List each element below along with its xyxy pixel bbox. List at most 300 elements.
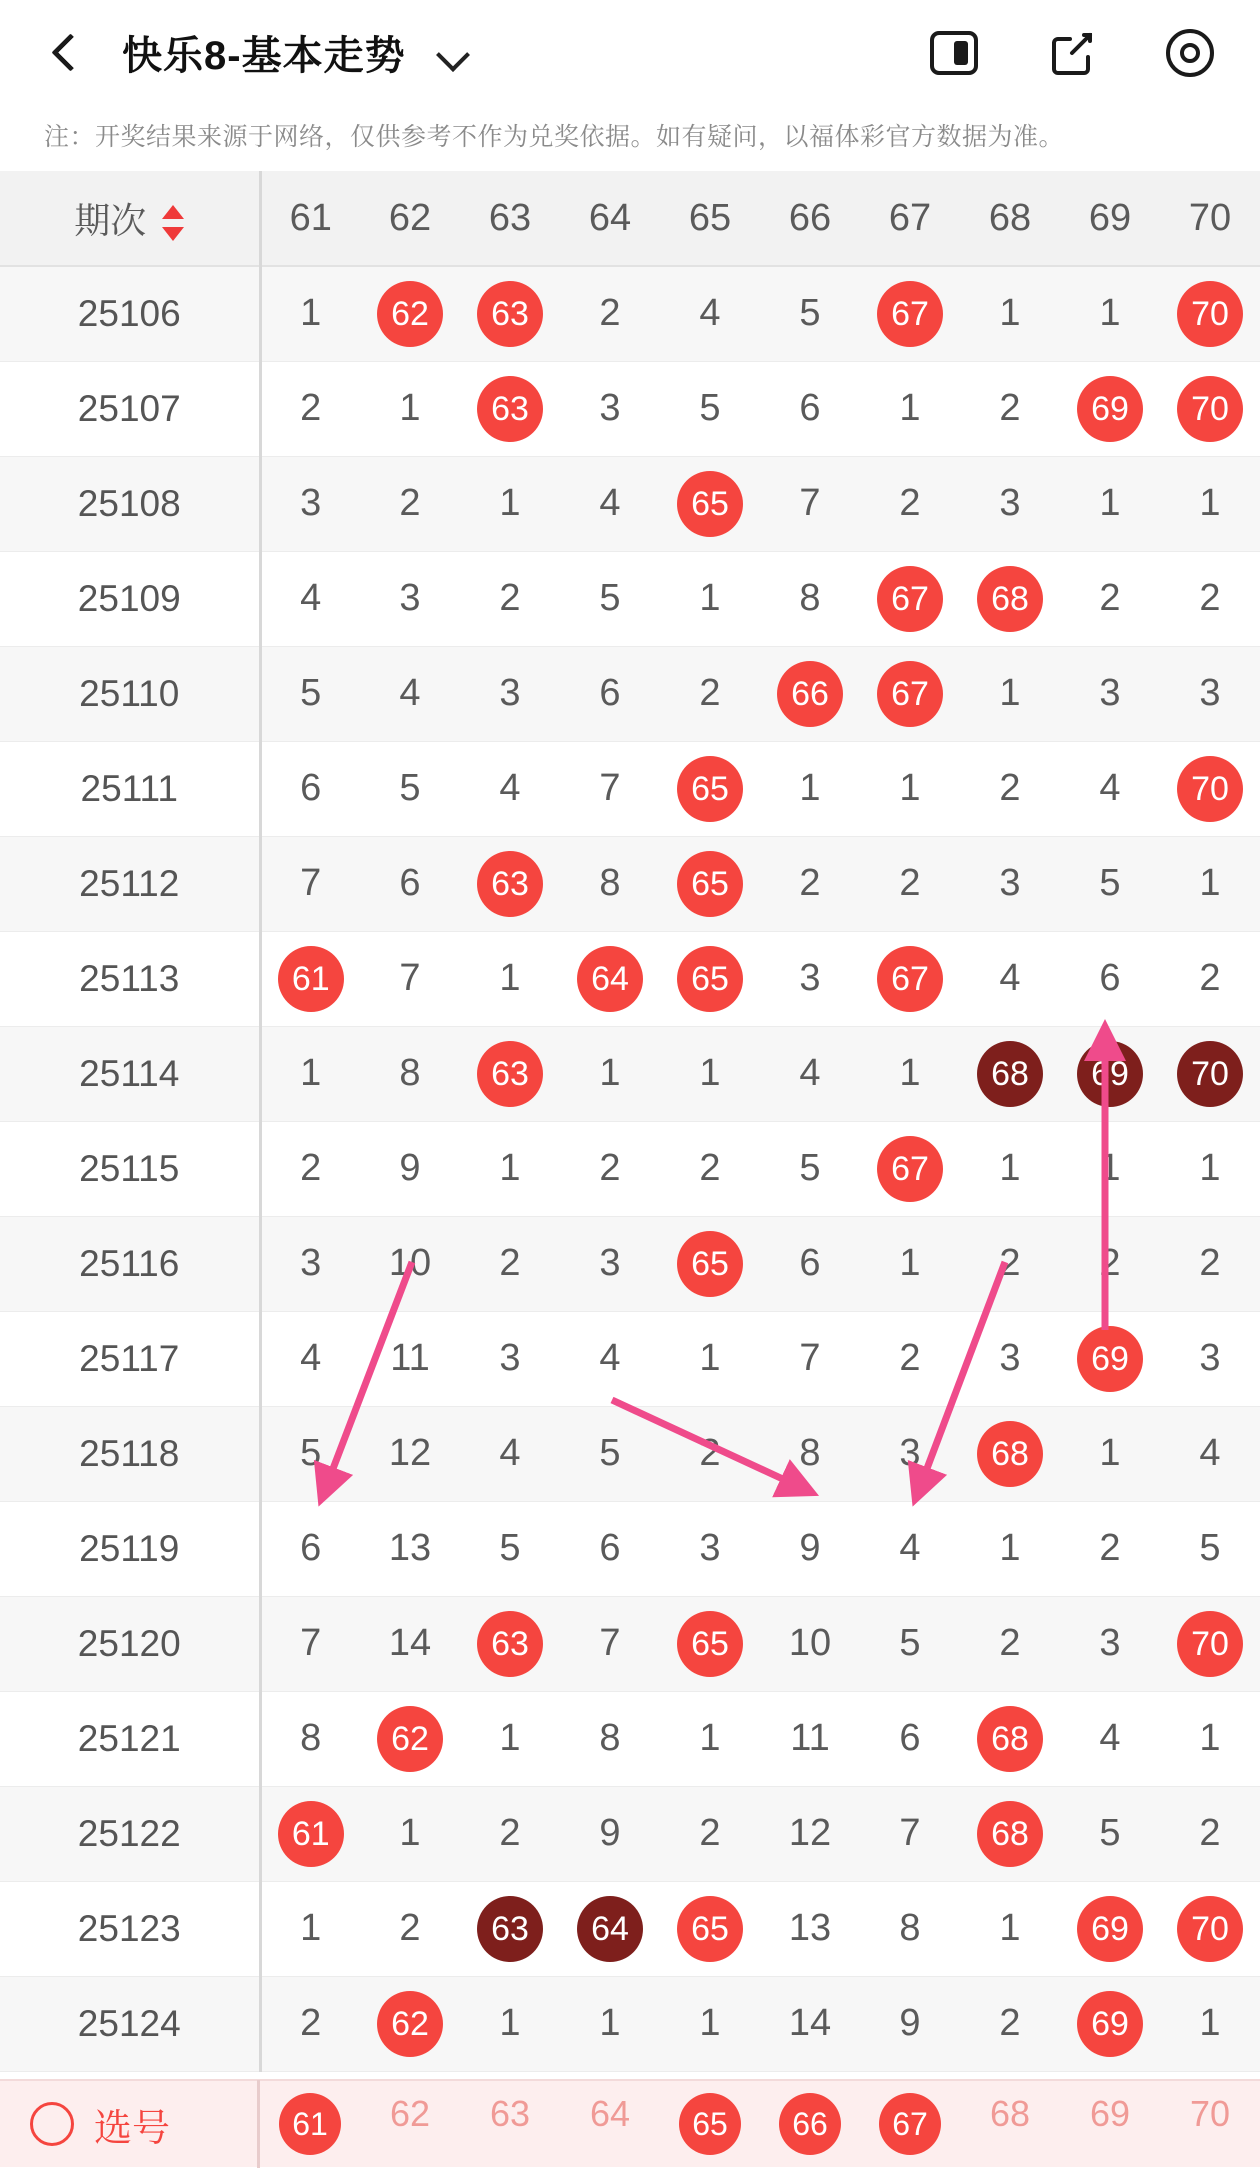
row-period: 25111 xyxy=(0,741,260,836)
cell-69: 1 xyxy=(1060,1406,1160,1501)
cell-70: 2 xyxy=(1160,931,1260,1026)
number-ball: 70 xyxy=(1177,1896,1243,1962)
column-header-70[interactable]: 70 xyxy=(1160,171,1260,266)
cell-62: 3 xyxy=(360,551,460,646)
pick-cell-68[interactable]: 68 xyxy=(989,2093,1031,2134)
cell-67: 7 xyxy=(860,1786,960,1881)
cell-66: 8 xyxy=(760,1406,860,1501)
cell-69: 6 xyxy=(1060,931,1160,1026)
pick-cell-67[interactable] xyxy=(860,2093,960,2155)
pick-cell-62[interactable]: 62 xyxy=(389,2093,431,2134)
cell-62: 10 xyxy=(360,1216,460,1311)
cell-64 xyxy=(560,1881,660,1976)
number-ball: 67 xyxy=(877,946,943,1012)
table-row[interactable] xyxy=(0,1406,1260,1501)
table-row[interactable] xyxy=(0,931,1260,1026)
table-row[interactable] xyxy=(0,456,1260,551)
number-ball: 68 xyxy=(977,1041,1043,1107)
cell-68: 3 xyxy=(960,1311,1060,1406)
cell-68: 2 xyxy=(960,741,1060,836)
pick-cell-69[interactable]: 69 xyxy=(1089,2093,1131,2134)
cell-67 xyxy=(860,646,960,741)
cell-63: 2 xyxy=(460,1216,560,1311)
cell-69: 2 xyxy=(1060,1501,1160,1596)
cell-62: 5 xyxy=(360,741,460,836)
cell-67: 2 xyxy=(860,456,960,551)
number-ball: 62 xyxy=(377,1991,443,2057)
number-ball: 70 xyxy=(1177,756,1243,822)
number-ball: 68 xyxy=(977,1801,1043,1867)
cell-67: 1 xyxy=(860,1216,960,1311)
circle-icon xyxy=(30,2102,74,2146)
cell-69 xyxy=(1060,1026,1160,1121)
row-period: 25109 xyxy=(0,551,260,646)
cell-62: 13 xyxy=(360,1501,460,1596)
number-ball: 67 xyxy=(877,1136,943,1202)
cell-64: 5 xyxy=(560,551,660,646)
cell-70: 1 xyxy=(1160,456,1260,551)
table-row[interactable] xyxy=(0,1691,1260,1786)
table-row[interactable] xyxy=(0,1311,1260,1406)
pick-ball[interactable]: 65 xyxy=(679,2093,741,2155)
table-row[interactable] xyxy=(0,741,1260,836)
cell-65 xyxy=(660,931,760,1026)
cell-66: 10 xyxy=(760,1596,860,1691)
cell-67: 9 xyxy=(860,1976,960,2071)
cell-67: 6 xyxy=(860,1691,960,1786)
cell-70 xyxy=(1160,1026,1260,1121)
cell-68 xyxy=(960,1786,1060,1881)
cell-61: 3 xyxy=(260,456,360,551)
cell-69: 1 xyxy=(1060,266,1160,361)
cell-68: 1 xyxy=(960,1881,1060,1976)
cell-61: 2 xyxy=(260,361,360,456)
number-ball: 64 xyxy=(577,946,643,1012)
pick-ball[interactable]: 67 xyxy=(879,2093,941,2155)
cell-65: 2 xyxy=(660,1786,760,1881)
number-ball: 66 xyxy=(777,661,843,727)
row-period: 25117 xyxy=(0,1311,260,1406)
cell-69 xyxy=(1060,361,1160,456)
number-ball: 68 xyxy=(977,1706,1043,1772)
cell-68: 2 xyxy=(960,1596,1060,1691)
pick-cell-63[interactable]: 63 xyxy=(489,2093,531,2134)
row-period: 25121 xyxy=(0,1691,260,1786)
cell-61: 2 xyxy=(260,1121,360,1216)
column-header-period[interactable] xyxy=(0,171,260,266)
cell-63 xyxy=(460,836,560,931)
cell-62: 12 xyxy=(360,1406,460,1501)
cell-66: 6 xyxy=(760,1216,860,1311)
cell-67: 4 xyxy=(860,1501,960,1596)
row-period: 25116 xyxy=(0,1216,260,1311)
cell-63: 3 xyxy=(460,1311,560,1406)
row-period: 25114 xyxy=(0,1026,260,1121)
cell-65 xyxy=(660,1216,760,1311)
cell-65: 1 xyxy=(660,1691,760,1786)
number-ball: 67 xyxy=(877,566,943,632)
cell-63: 4 xyxy=(460,1406,560,1501)
cell-68: 2 xyxy=(960,361,1060,456)
pick-number-label-group[interactable] xyxy=(0,2080,260,2168)
cell-67: 1 xyxy=(860,1026,960,1121)
cell-66: 8 xyxy=(760,551,860,646)
table-row[interactable] xyxy=(0,1216,1260,1311)
cell-63: 2 xyxy=(460,1786,560,1881)
cell-61: 4 xyxy=(260,1311,360,1406)
table-row[interactable] xyxy=(0,1026,1260,1121)
cell-64: 6 xyxy=(560,646,660,741)
cell-68: 2 xyxy=(960,1216,1060,1311)
number-ball: 65 xyxy=(677,1896,743,1962)
cell-68: 3 xyxy=(960,456,1060,551)
cell-63 xyxy=(460,1026,560,1121)
cell-62: 1 xyxy=(360,361,460,456)
cell-69: 3 xyxy=(1060,1596,1160,1691)
pick-number-label: 选号 xyxy=(94,2107,171,2150)
cell-66: 1 xyxy=(760,741,860,836)
cell-69: 2 xyxy=(1060,551,1160,646)
cell-63: 1 xyxy=(460,456,560,551)
cell-69: 4 xyxy=(1060,1691,1160,1786)
cell-67 xyxy=(860,1121,960,1216)
cell-69: 5 xyxy=(1060,836,1160,931)
row-period: 25118 xyxy=(0,1406,260,1501)
cell-63 xyxy=(460,1596,560,1691)
table-row[interactable] xyxy=(0,361,1260,456)
cell-63: 2 xyxy=(460,551,560,646)
cell-63: 3 xyxy=(460,646,560,741)
table-row[interactable] xyxy=(0,1596,1260,1691)
cell-65: 1 xyxy=(660,1311,760,1406)
cell-70: 1 xyxy=(1160,1121,1260,1216)
number-ball: 70 xyxy=(1177,1611,1243,1677)
cell-63: 1 xyxy=(460,1691,560,1786)
cell-64: 9 xyxy=(560,1786,660,1881)
pick-number-bar[interactable] xyxy=(0,2079,1260,2167)
cell-67 xyxy=(860,266,960,361)
cell-68 xyxy=(960,1691,1060,1786)
cell-66: 2 xyxy=(760,836,860,931)
trend-table xyxy=(0,171,1260,2072)
number-ball: 69 xyxy=(1077,1991,1143,2057)
cell-63 xyxy=(460,266,560,361)
disclaimer-note: 注：开奖结果来源于网络，仅供参考不作为兑奖依据。如有疑问，以福体彩官方数据为准。 xyxy=(44,123,1065,151)
cell-65: 2 xyxy=(660,1121,760,1216)
row-period: 25124 xyxy=(0,1976,260,2071)
cell-62 xyxy=(360,266,460,361)
cell-64: 3 xyxy=(560,1216,660,1311)
page-title: 快乐8-基本走势 xyxy=(122,34,406,78)
pick-ball[interactable]: 66 xyxy=(779,2093,841,2155)
cell-62: 1 xyxy=(360,1786,460,1881)
number-ball: 63 xyxy=(477,281,543,347)
number-ball: 62 xyxy=(377,281,443,347)
cell-65 xyxy=(660,456,760,551)
share-icon[interactable] xyxy=(1042,23,1102,83)
cell-64: 2 xyxy=(560,1121,660,1216)
cell-63: 5 xyxy=(460,1501,560,1596)
cell-65: 2 xyxy=(660,646,760,741)
cell-66: 12 xyxy=(760,1786,860,1881)
number-ball: 69 xyxy=(1077,1326,1143,1392)
row-period: 25113 xyxy=(0,931,260,1026)
cell-65: 5 xyxy=(660,361,760,456)
cell-69: 5 xyxy=(1060,1786,1160,1881)
cell-65 xyxy=(660,741,760,836)
cell-66: 7 xyxy=(760,1311,860,1406)
cell-67: 1 xyxy=(860,741,960,836)
cell-65 xyxy=(660,1596,760,1691)
cell-62 xyxy=(360,1691,460,1786)
cell-66: 5 xyxy=(760,1121,860,1216)
row-period: 25120 xyxy=(0,1596,260,1691)
table-header-row xyxy=(0,171,1260,266)
row-period: 25107 xyxy=(0,361,260,456)
cell-70 xyxy=(1160,1881,1260,1976)
pick-cell-65[interactable] xyxy=(660,2093,760,2155)
cell-70: 3 xyxy=(1160,646,1260,741)
row-period: 25112 xyxy=(0,836,260,931)
number-ball: 65 xyxy=(677,1231,743,1297)
row-period: 25106 xyxy=(0,266,260,361)
cell-67: 3 xyxy=(860,1406,960,1501)
cell-70: 4 xyxy=(1160,1406,1260,1501)
number-ball: 68 xyxy=(977,1421,1043,1487)
table-header xyxy=(0,171,1260,266)
split-view-icon[interactable] xyxy=(924,23,984,83)
cell-65: 1 xyxy=(660,1976,760,2071)
cell-68 xyxy=(960,551,1060,646)
cell-67: 2 xyxy=(860,836,960,931)
cell-66: 11 xyxy=(760,1691,860,1786)
cell-64: 8 xyxy=(560,836,660,931)
row-period: 25108 xyxy=(0,456,260,551)
table-row[interactable] xyxy=(0,1976,1260,2071)
cell-62: 2 xyxy=(360,1881,460,1976)
column-header-64[interactable]: 64 xyxy=(560,171,660,266)
target-icon[interactable] xyxy=(1160,23,1220,83)
number-ball: 69 xyxy=(1077,376,1143,442)
cell-61: 7 xyxy=(260,1596,360,1691)
cell-69: 4 xyxy=(1060,741,1160,836)
cell-69 xyxy=(1060,1881,1160,1976)
number-ball: 63 xyxy=(477,376,543,442)
cell-70: 2 xyxy=(1160,1786,1260,1881)
cell-61: 7 xyxy=(260,836,360,931)
number-ball: 69 xyxy=(1077,1041,1143,1107)
column-header-69[interactable]: 69 xyxy=(1060,171,1160,266)
table-row[interactable] xyxy=(0,1881,1260,1976)
cell-64 xyxy=(560,931,660,1026)
cell-70 xyxy=(1160,1596,1260,1691)
table-row[interactable] xyxy=(0,1121,1260,1216)
cell-70: 2 xyxy=(1160,1216,1260,1311)
cell-67 xyxy=(860,931,960,1026)
cell-68: 1 xyxy=(960,1501,1060,1596)
cell-61 xyxy=(260,931,360,1026)
column-header-65[interactable]: 65 xyxy=(660,171,760,266)
column-header-66[interactable]: 66 xyxy=(760,171,860,266)
cell-69: 2 xyxy=(1060,1216,1160,1311)
cell-61: 5 xyxy=(260,1406,360,1501)
cell-68: 3 xyxy=(960,836,1060,931)
cell-65: 2 xyxy=(660,1406,760,1501)
cell-70: 1 xyxy=(1160,1976,1260,2071)
cell-64: 7 xyxy=(560,741,660,836)
cell-66: 6 xyxy=(760,361,860,456)
column-header-period-label: 期次 xyxy=(74,199,147,241)
cell-68: 2 xyxy=(960,1976,1060,2071)
cell-62: 14 xyxy=(360,1596,460,1691)
cell-62: 11 xyxy=(360,1311,460,1406)
row-period: 25123 xyxy=(0,1881,260,1976)
number-ball: 70 xyxy=(1177,376,1243,442)
number-ball: 63 xyxy=(477,1041,543,1107)
row-period: 25119 xyxy=(0,1501,260,1596)
cell-61: 1 xyxy=(260,266,360,361)
cell-62: 9 xyxy=(360,1121,460,1216)
number-ball: 61 xyxy=(278,946,344,1012)
cell-69 xyxy=(1060,1311,1160,1406)
cell-62: 8 xyxy=(360,1026,460,1121)
number-ball: 68 xyxy=(977,566,1043,632)
number-ball: 69 xyxy=(1077,1896,1143,1962)
cell-64: 7 xyxy=(560,1596,660,1691)
number-ball: 67 xyxy=(877,661,943,727)
cell-66: 5 xyxy=(760,266,860,361)
pick-cell-64[interactable]: 64 xyxy=(589,2093,631,2134)
cell-67 xyxy=(860,551,960,646)
cell-63 xyxy=(460,1881,560,1976)
cell-61 xyxy=(260,1786,360,1881)
cell-67: 8 xyxy=(860,1881,960,1976)
cell-69 xyxy=(1060,1976,1160,2071)
pick-cell-66[interactable] xyxy=(760,2093,860,2155)
cell-66 xyxy=(760,646,860,741)
cell-62: 7 xyxy=(360,931,460,1026)
cell-64: 4 xyxy=(560,1311,660,1406)
table-row[interactable] xyxy=(0,1786,1260,1881)
cell-61: 2 xyxy=(260,1976,360,2071)
cell-65 xyxy=(660,836,760,931)
cell-63: 4 xyxy=(460,741,560,836)
cell-64: 6 xyxy=(560,1501,660,1596)
cell-66: 3 xyxy=(760,931,860,1026)
table-row[interactable] xyxy=(0,646,1260,741)
cell-62: 6 xyxy=(360,836,460,931)
table-row[interactable] xyxy=(0,1501,1260,1596)
row-period: 25115 xyxy=(0,1121,260,1216)
cell-61: 1 xyxy=(260,1881,360,1976)
cell-69: 1 xyxy=(1060,456,1160,551)
cell-70: 1 xyxy=(1160,1691,1260,1786)
column-header-63[interactable]: 63 xyxy=(460,171,560,266)
cell-69: 1 xyxy=(1060,1121,1160,1216)
row-period: 25110 xyxy=(0,646,260,741)
trend-table-wrap xyxy=(0,171,1260,2072)
cell-68 xyxy=(960,1406,1060,1501)
cell-61: 6 xyxy=(260,1501,360,1596)
cell-70 xyxy=(1160,361,1260,456)
cell-67: 2 xyxy=(860,1311,960,1406)
number-ball: 64 xyxy=(577,1896,643,1962)
table-row[interactable] xyxy=(0,836,1260,931)
cell-69: 3 xyxy=(1060,646,1160,741)
cell-61: 6 xyxy=(260,741,360,836)
cell-65: 1 xyxy=(660,1026,760,1121)
table-body xyxy=(0,266,1260,2071)
pick-cell-70[interactable]: 70 xyxy=(1189,2093,1231,2134)
number-ball: 63 xyxy=(477,851,543,917)
cell-66: 7 xyxy=(760,456,860,551)
chevron-down-icon[interactable] xyxy=(432,33,472,73)
number-ball: 70 xyxy=(1177,281,1243,347)
cell-63: 1 xyxy=(460,1121,560,1216)
cell-70 xyxy=(1160,741,1260,836)
number-ball: 70 xyxy=(1177,1041,1243,1107)
cell-64: 2 xyxy=(560,266,660,361)
cell-63 xyxy=(460,361,560,456)
table-row[interactable] xyxy=(0,266,1260,361)
back-chevron-icon[interactable] xyxy=(44,30,90,76)
cell-66: 4 xyxy=(760,1026,860,1121)
pick-ball[interactable]: 61 xyxy=(279,2093,341,2155)
cell-68 xyxy=(960,1026,1060,1121)
cell-61: 1 xyxy=(260,1026,360,1121)
table-row[interactable] xyxy=(0,551,1260,646)
number-ball: 65 xyxy=(677,946,743,1012)
number-ball: 61 xyxy=(278,1801,344,1867)
cell-68: 1 xyxy=(960,266,1060,361)
pick-cell-61[interactable] xyxy=(260,2093,360,2155)
cell-66: 9 xyxy=(760,1501,860,1596)
number-ball: 62 xyxy=(377,1706,443,1772)
column-header-67[interactable]: 67 xyxy=(860,171,960,266)
number-ball: 63 xyxy=(477,1896,543,1962)
cell-65: 4 xyxy=(660,266,760,361)
cell-64: 5 xyxy=(560,1406,660,1501)
cell-68: 1 xyxy=(960,646,1060,741)
cell-64: 8 xyxy=(560,1691,660,1786)
column-header-62[interactable]: 62 xyxy=(360,171,460,266)
cell-61: 5 xyxy=(260,646,360,741)
cell-61: 8 xyxy=(260,1691,360,1786)
cell-70 xyxy=(1160,266,1260,361)
cell-70: 3 xyxy=(1160,1311,1260,1406)
sort-arrows-icon[interactable] xyxy=(162,203,184,243)
cell-64: 1 xyxy=(560,1026,660,1121)
cell-70: 1 xyxy=(1160,836,1260,931)
cell-70: 5 xyxy=(1160,1501,1260,1596)
cell-62: 2 xyxy=(360,456,460,551)
cell-66: 13 xyxy=(760,1881,860,1976)
number-ball: 67 xyxy=(877,281,943,347)
cell-65: 1 xyxy=(660,551,760,646)
cell-70: 2 xyxy=(1160,551,1260,646)
cell-61: 4 xyxy=(260,551,360,646)
cell-64: 4 xyxy=(560,456,660,551)
column-header-68[interactable]: 68 xyxy=(960,171,1060,266)
cell-65 xyxy=(660,1881,760,1976)
cell-62: 4 xyxy=(360,646,460,741)
cell-68: 1 xyxy=(960,1121,1060,1216)
cell-67: 5 xyxy=(860,1596,960,1691)
number-ball: 63 xyxy=(477,1611,543,1677)
cell-61: 3 xyxy=(260,1216,360,1311)
column-header-61[interactable]: 61 xyxy=(260,171,360,266)
cell-65: 3 xyxy=(660,1501,760,1596)
